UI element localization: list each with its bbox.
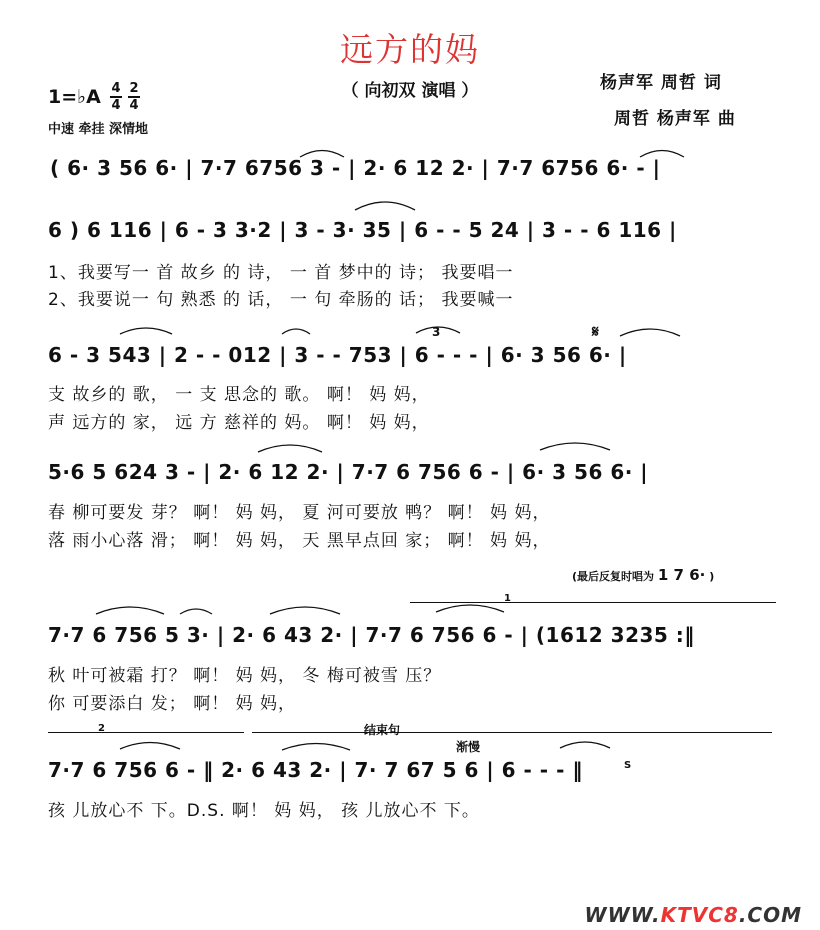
- ending-label: 结束句: [364, 723, 401, 737]
- lyric-row-2-verse-1: 1、我要写一 首 故乡 的 诗， 一 首 梦中的 诗； 我要唱一: [48, 263, 514, 283]
- repeat-instruction-close: ): [709, 570, 715, 583]
- volta-1-label: 1: [504, 593, 511, 604]
- lyric-row-2-verse-2: 2、我要说一 句 熟悉 的 话， 一 句 牵肠的 话； 我要喊一: [48, 290, 514, 310]
- tempo-expression: 中速 牵挂 深情地: [48, 122, 149, 137]
- slowing-mark: 渐慢: [456, 740, 481, 754]
- watermark-brand: KTVC8: [660, 903, 739, 927]
- repeat-instruction-notes: 1 7 6·: [657, 566, 706, 584]
- watermark-prefix: WWW.: [584, 903, 661, 927]
- notation-row-3: 6 - 3 543 | 2 - - 012 | 3 - - 753 | 6 - - - | 6· 3 56 6· |: [48, 343, 627, 367]
- triplet-mark: 3: [432, 325, 441, 339]
- song-title: 远方的妈: [340, 30, 480, 69]
- notation-row-2: 6 ) 6 116 | 6 - 3 3·2 | 3 - 3· 35 | 6 - - 5 24 | 3 - - 6 116 |: [48, 218, 677, 242]
- notation-row-4: 5·6 5 624 3 - | 2· 6 12 2· | 7·7 6 756 6 - | 6· 3 56 6· |: [48, 460, 649, 484]
- singer-credit: （ 向初双 演唱 ）: [341, 81, 479, 101]
- lyric-row-4-verse-1: 春 柳可要发 芽？ 啊！ 妈 妈， 夏 河可要放 鸭？ 啊！ 妈 妈，: [48, 503, 551, 523]
- volta-2-label: 2: [98, 723, 105, 734]
- segno-end-mark: S: [624, 760, 632, 771]
- segno-icon: 𝄋: [592, 322, 599, 341]
- notation-row-6: 7·7 6 756 6 - ‖ 2· 6 43 2· | 7· 7 67 5 6 | 6 - - - ‖: [48, 758, 583, 782]
- lyric-row-5-verse-1: 秋 叶可被霜 打？ 啊！ 妈 妈， 冬 梅可被雪 压？: [48, 666, 442, 686]
- watermark-suffix: .COM: [738, 903, 802, 927]
- time-signature-4-4: 4 4: [111, 81, 121, 113]
- lyricist-credit: 杨声军 周哲 词: [600, 73, 722, 93]
- lyric-row-3-verse-2: 声 远方的 家， 远 方 慈祥的 妈。 啊！ 妈 妈，: [48, 413, 430, 433]
- time-signature-2-4: 2 4: [129, 81, 139, 113]
- notation-row-5: 7·7 6 756 5 3· | 2· 6 43 2· | 7·7 6 756 6 - | (1612 3235 :‖: [48, 623, 695, 647]
- composer-credit: 周哲 杨声军 曲: [614, 109, 736, 129]
- key-signature: 1=♭A: [48, 86, 101, 108]
- lyric-row-4-verse-2: 落 雨小心落 滑； 啊！ 妈 妈， 天 黑早点回 家； 啊！ 妈 妈，: [48, 531, 551, 551]
- lyric-row-5-verse-2: 你 可要添白 发； 啊！ 妈 妈，: [48, 694, 297, 714]
- notation-row-1: ( 6· 3 56 6· | 7·7 6756 3 - | 2· 6 12 2· | 7·7 6756 6· - |: [50, 156, 661, 180]
- lyric-row-3-verse-1: 支 故乡的 歌， 一 支 思念的 歌。 啊！ 妈 妈，: [48, 385, 430, 405]
- repeat-instruction-text: (最后反复时唱为: [572, 570, 655, 583]
- lyric-row-6: 孩 儿放心不 下。D.S. 啊！ 妈 妈， 孩 儿放心不 下。: [48, 801, 480, 821]
- site-watermark: [585, 903, 802, 927]
